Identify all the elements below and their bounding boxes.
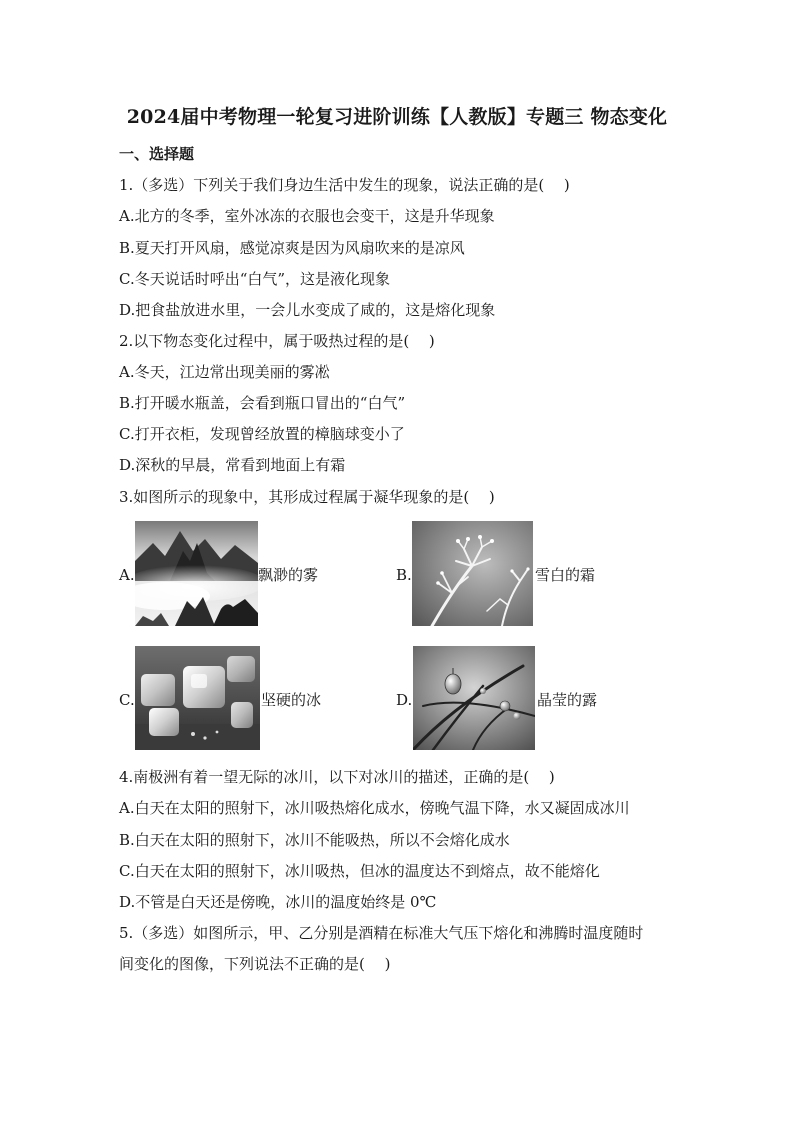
- dew-drops-photo: [413, 646, 535, 750]
- frost-icon: [412, 521, 533, 626]
- question-1-option-c: C.冬天说话时呼出“白气”，这是液化现象: [119, 270, 391, 288]
- ice-cubes-photo: [135, 646, 260, 750]
- question-3-option-d-letter: D.: [396, 691, 413, 709]
- question-1-option-a: A.北方的冬季，室外冰冻的衣服也会变干，这是升华现象: [119, 207, 495, 225]
- question-4-option-c: C.白天在太阳的照射下，冰川吸热，但冰的温度达不到熔点，故不能熔化: [119, 862, 600, 880]
- ice-cube-icon: [135, 646, 260, 750]
- dew-drop-icon: [413, 646, 535, 750]
- question-1-stem: 1.（多选）下列关于我们身边生活中发生的现象，说法正确的是( ): [119, 176, 570, 194]
- page-title: 2024届中考物理一轮复习进阶训练【人教版】专题三 物态变化: [126, 106, 668, 128]
- question-1-option-d: D.把食盐放进水里，一会儿水变成了咸的，这是熔化现象: [119, 301, 496, 319]
- question-3-stem: 3.如图所示的现象中，其形成过程属于凝华现象的是( ): [119, 488, 495, 506]
- question-2-option-d: D.深秋的早晨，常看到地面上有霜: [119, 456, 346, 474]
- question-3-option-a-caption: 飘渺的雾: [258, 566, 319, 584]
- frosted-plant-photo: [412, 521, 533, 626]
- question-5-stem-line-2: 间变化的图像，下列说法不正确的是( ): [119, 955, 391, 973]
- question-5-stem-line-1: 5.（多选）如图所示，甲、乙分别是酒精在标准大气压下熔化和沸腾时温度随时: [119, 924, 644, 942]
- question-2-option-a: A.冬天，江边常出现美丽的雾凇: [119, 363, 330, 381]
- question-3-option-b-letter: B.: [396, 566, 412, 584]
- question-2-stem: 2.以下物态变化过程中，属于吸热过程的是( ): [119, 332, 435, 350]
- question-3-option-c-caption: 坚硬的冰: [261, 691, 322, 709]
- question-4-option-b: B.白天在太阳的照射下，冰川不能吸热，所以不会熔化成水: [119, 831, 510, 849]
- question-4-option-a: A.白天在太阳的照射下，冰川吸热熔化成水，傍晚气温下降，水又凝固成冰川: [119, 799, 630, 817]
- question-4-stem: 4.南极洲有着一望无际的冰川，以下对冰川的描述，正确的是( ): [119, 768, 555, 786]
- question-1-option-b: B.夏天打开风扇，感觉凉爽是因为风扇吹来的是凉风: [119, 239, 465, 257]
- question-2-option-b: B.打开暖水瓶盖，会看到瓶口冒出的“白气”: [119, 394, 406, 412]
- question-3-option-d-caption: 晶莹的露: [537, 691, 598, 709]
- question-4-option-d: D.不管是白天还是傍晚，冰川的温度始终是 0℃: [119, 893, 437, 911]
- question-3-option-a-letter: A.: [119, 566, 135, 584]
- misty-mountain-icon: [135, 521, 258, 626]
- question-3-option-c-letter: C.: [119, 691, 135, 709]
- section-heading: 一、选择题: [119, 145, 195, 163]
- misty-mountain-photo: [135, 521, 258, 626]
- question-3-option-b-caption: 雪白的霜: [535, 566, 596, 584]
- question-2-option-c: C.打开衣柜，发现曾经放置的樟脑球变小了: [119, 425, 405, 443]
